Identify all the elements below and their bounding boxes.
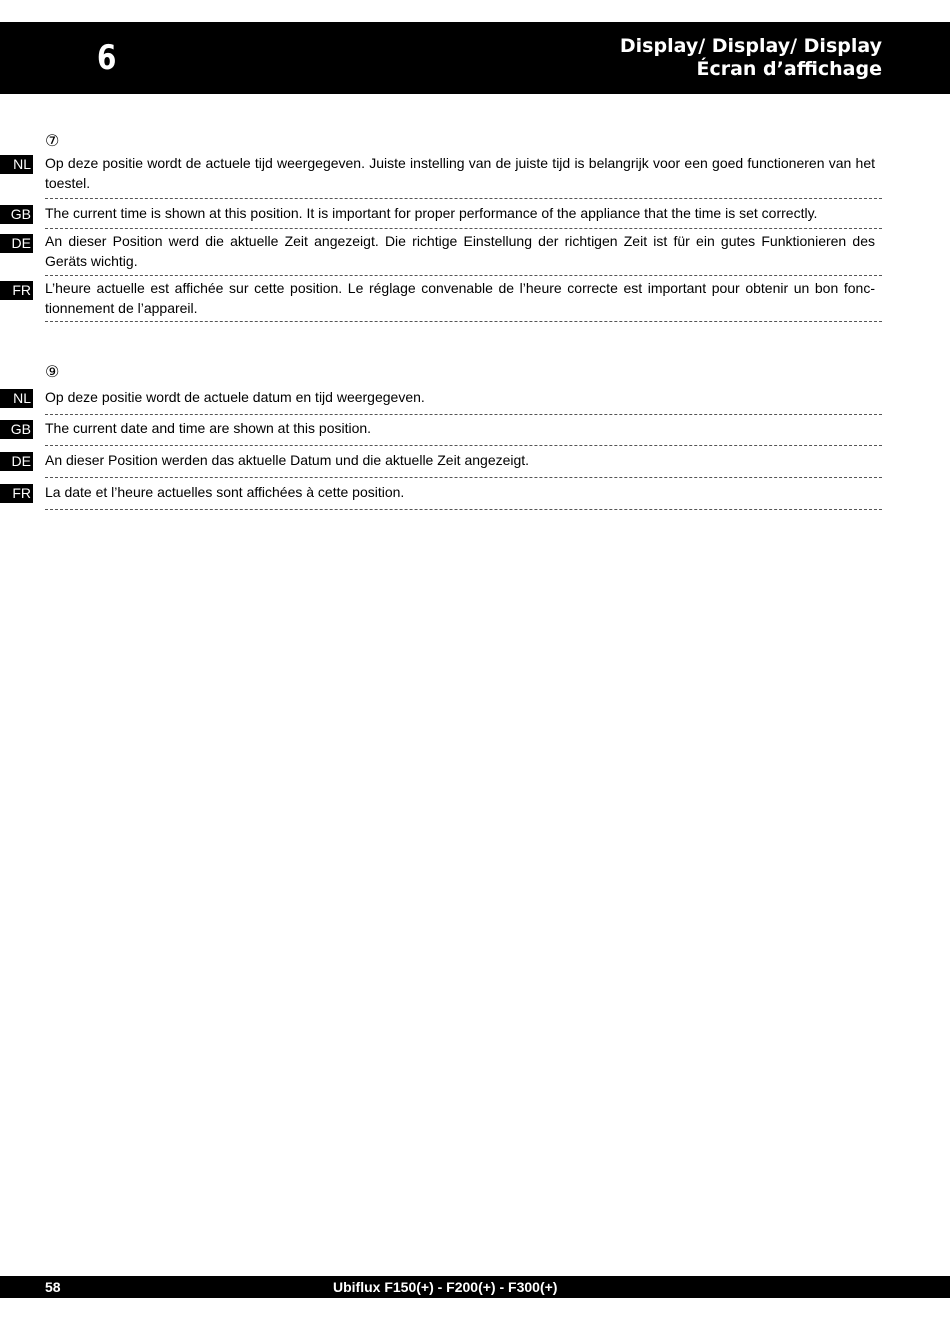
footer-product-title: Ubiflux F150(+) - F200(+) - F300(+) [333,1279,558,1295]
language-tag: GB [0,205,33,224]
language-tag: GB [0,420,33,439]
entry-text: The current date and time are shown at this position. [45,420,372,436]
entry-text: The current time is shown at this position. It is important for proper performance of the appliance that the time is set correctly. [45,205,818,221]
dashed-divider [45,414,882,415]
language-tag: DE [0,452,33,471]
dashed-divider [45,198,882,199]
dashed-divider [45,275,882,276]
page-title-line-2: Écran d’affichage [696,58,882,80]
entry-text: Op deze positie wordt de actuele datum en tijd weergegeven. [45,389,425,405]
language-tag: FR [0,484,33,503]
entry-text: An dieser Position werden das aktuelle Datum und die aktuelle Zeit angezeigt. [45,452,530,468]
language-tag: DE [0,234,33,253]
dashed-divider [45,445,882,446]
entry-text: La date et l’heure actuelles sont affichées à cette position. [45,484,405,500]
entry-text: Op deze positie wordt de actuele tijd weergegeven. Juiste instelling van de juiste tijd is belangrijk voor een goed functioneren van het toestel. [45,155,875,191]
dashed-divider [45,228,882,229]
page-number: 58 [45,1279,61,1295]
language-tag: NL [0,155,33,174]
entry-text: L’heure actuelle est affichée sur cette position. Le réglage convenable de l’heure correcte est important pour obtenir un bon fonctionnement de l’appareil. [45,280,875,316]
language-tag: FR [0,281,33,300]
dashed-divider [45,321,882,322]
language-tag: NL [0,389,33,408]
page-title [620,35,882,81]
chapter-number: 6 [97,38,116,78]
entry-text: An dieser Position werd die aktuelle Zeit angezeigt. Die richtige Einstellung der richtigen Zeit ist für ein gutes Funktionieren des Geräts wichtig. [45,233,875,269]
section-marker: ⑨ [45,364,60,381]
page-title-line-1: Display/ Display/ Display [619,35,882,57]
section-marker: ⑦ [45,133,60,150]
dashed-divider [45,509,882,510]
dashed-divider [45,477,882,478]
